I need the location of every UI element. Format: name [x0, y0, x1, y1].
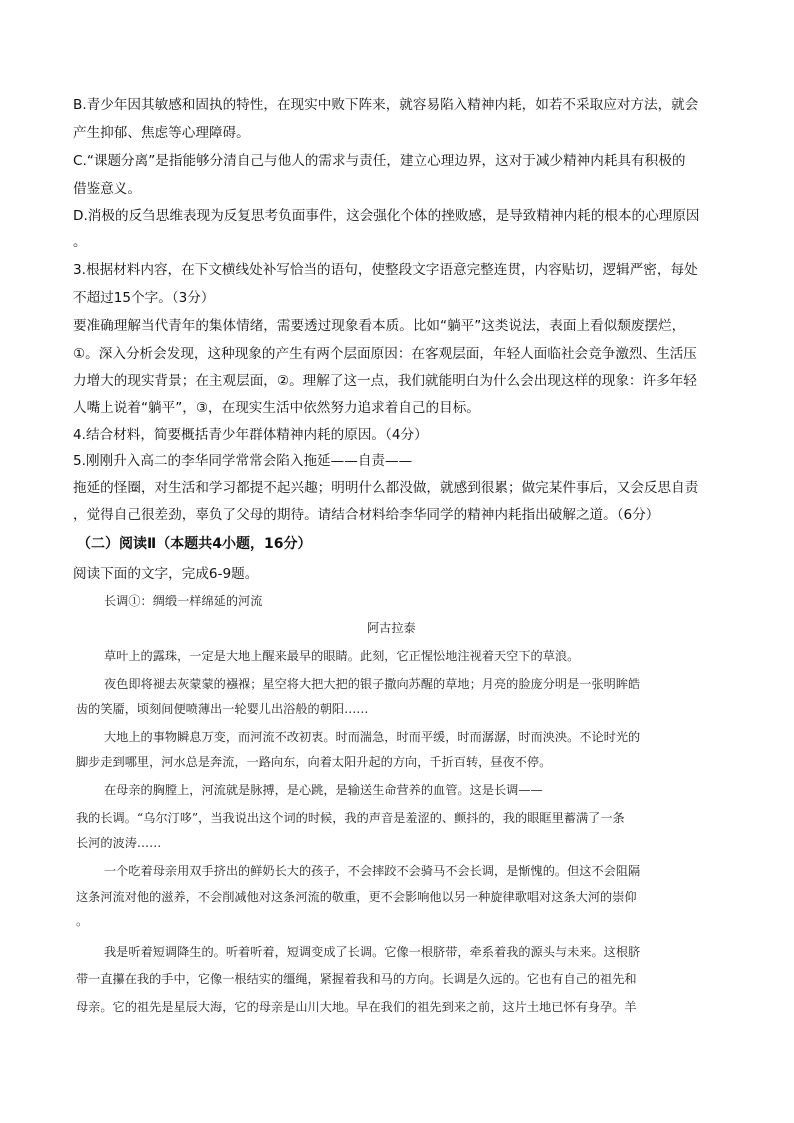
section-instruction: 阅读下面的文字，完成6-9题。: [73, 566, 259, 582]
section-heading: （二）阅读Ⅱ（本题共4小题，16分）: [77, 536, 312, 552]
option-d-line-2: 。: [73, 234, 87, 250]
essay-line-5: 脚步走到哪里，河水总是奔流，一路向东，向着太阳升起的方向，千折百转，昼夜不停。: [76, 755, 552, 769]
essay-line-2: 夜色即将褪去灰蒙蒙的襁褓；星空将大把大把的银子撒向苏醒的草地；月亮的脸庞分明是一张明眸皓: [104, 677, 641, 691]
essay-line-7: 我的长调。“乌尔汀哆”，当我说出这个词的时候，我的声音是羞涩的、颤抖的，我的眼眶里蓄满了一条: [76, 811, 625, 825]
passage-line-4: 人嘴上说着“躺平”，③，在现实生活中依然努力追求着自己的目标。: [73, 400, 480, 416]
essay-line-10: 这条河流对他的滋养，不会削减他对这条河流的敬重，更不会影响他以另一种旋律歌唱对这条大河的崇仰: [76, 890, 637, 904]
essay-line-9: 一个吃着母亲用双手挤出的鲜奶长大的孩子，不会摔跤不会骑马不会长调，是惭愧的。但这不会阻隔: [104, 864, 641, 878]
option-c-line-1: C.“课题分离”是指能够分清自己与他人的需求与责任，建立心理边界，这对于减少精神内耗具有积极的: [73, 153, 686, 169]
option-b-line-2: 产生抑郁、焦虑等心理障碍。: [73, 125, 250, 141]
essay-line-3: 齿的笑靥，顷刻间便喷薄出一轮婴儿出浴般的朝阳……: [76, 702, 369, 716]
passage-line-2: ①。深入分析会发现，这种现象的产生有两个层面原因：在客观层面，年轻人面临社会竞争激烈、生活压: [73, 346, 697, 362]
essay-line-4: 大地上的事物瞬息万变，而河流不改初衷。时而湍急，时而平缓，时而潺潺，时而泱泱。不论时光的: [104, 730, 641, 744]
question-5-line-2: 拖延的怪圈，对生活和学习都提不起兴趣；明明什么都没做，就感到很累；做完某件事后，又会反思自责: [73, 480, 699, 496]
essay-line-11: 我是听着短调降生的。听着听着，短调变成了长调。它像一根脐带，牵系着我的源头与未来。这根脐: [104, 945, 641, 959]
essay-title: 长调①：绸缎一样绵延的河流: [104, 594, 263, 608]
question-4: 4.结合材料，简要概括青少年群体精神内耗的原因。（4分）: [73, 427, 428, 443]
question-5-line-3: ，觉得自己很差劲，辜负了父母的期待。请结合材料给李华同学的精神内耗指出破解之道。（6分）: [73, 507, 660, 523]
essay-author: 阿古拉泰: [367, 621, 416, 635]
essay-line-6: 在母亲的胸膛上，河流就是脉搏，是心跳，是输送生命营养的血管。这是长调——: [104, 783, 543, 797]
essay-line-13: 母亲。它的祖先是星辰大海，它的母亲是山川大地。早在我们的祖先到来之前，这片土地已怀有身孕。羊: [76, 1000, 637, 1014]
question-5-line-1: 5.刚刚升入高二的李华同学常常会陷入拖延——自责——: [73, 453, 413, 469]
essay-line-8: 长河的波涛……: [76, 836, 162, 850]
passage-line-3: 力增大的现实背景；在主观层面，②。理解了这一点，我们就能明白为什么会出现这样的现象：许多年轻: [73, 373, 697, 389]
essay-line-1: 草叶上的露珠，一定是大地上醒来最早的眼睛。此刻，它正惺忪地注视着天空下的草浪。: [104, 649, 580, 663]
option-b-line-1: B.青少年因其敏感和固执的特性，在现实中败下阵来，就容易陷入精神内耗，如若不采取应对方法，就会: [73, 97, 699, 113]
essay-line-10-end: 。: [76, 914, 89, 928]
question-3-line-1: 3.根据材料内容，在下文横线处补写恰当的语句，使整段文字语意完整连贯，内容贴切，逻辑严密，每处: [73, 262, 698, 278]
essay-line-12: 带一直攥在我的手中，它像一根结实的缰绳，紧握着我和马的方向。长调是久远的。它也有自己的祖先和: [76, 972, 637, 986]
passage-line-1: 要准确理解当代青年的集体情绪，需要透过现象看本质。比如“躺平”这类说法，表面上看似颓废摆烂，: [73, 318, 686, 334]
option-c-line-2: 借鉴意义。: [73, 181, 141, 197]
option-d-line-1: D.消极的反刍思维表现为反复思考负面事件，这会强化个体的挫败感，是导致精神内耗的根本的心理原因: [73, 208, 700, 224]
question-3-line-2: 不超过15个字。（3分）: [73, 290, 215, 306]
